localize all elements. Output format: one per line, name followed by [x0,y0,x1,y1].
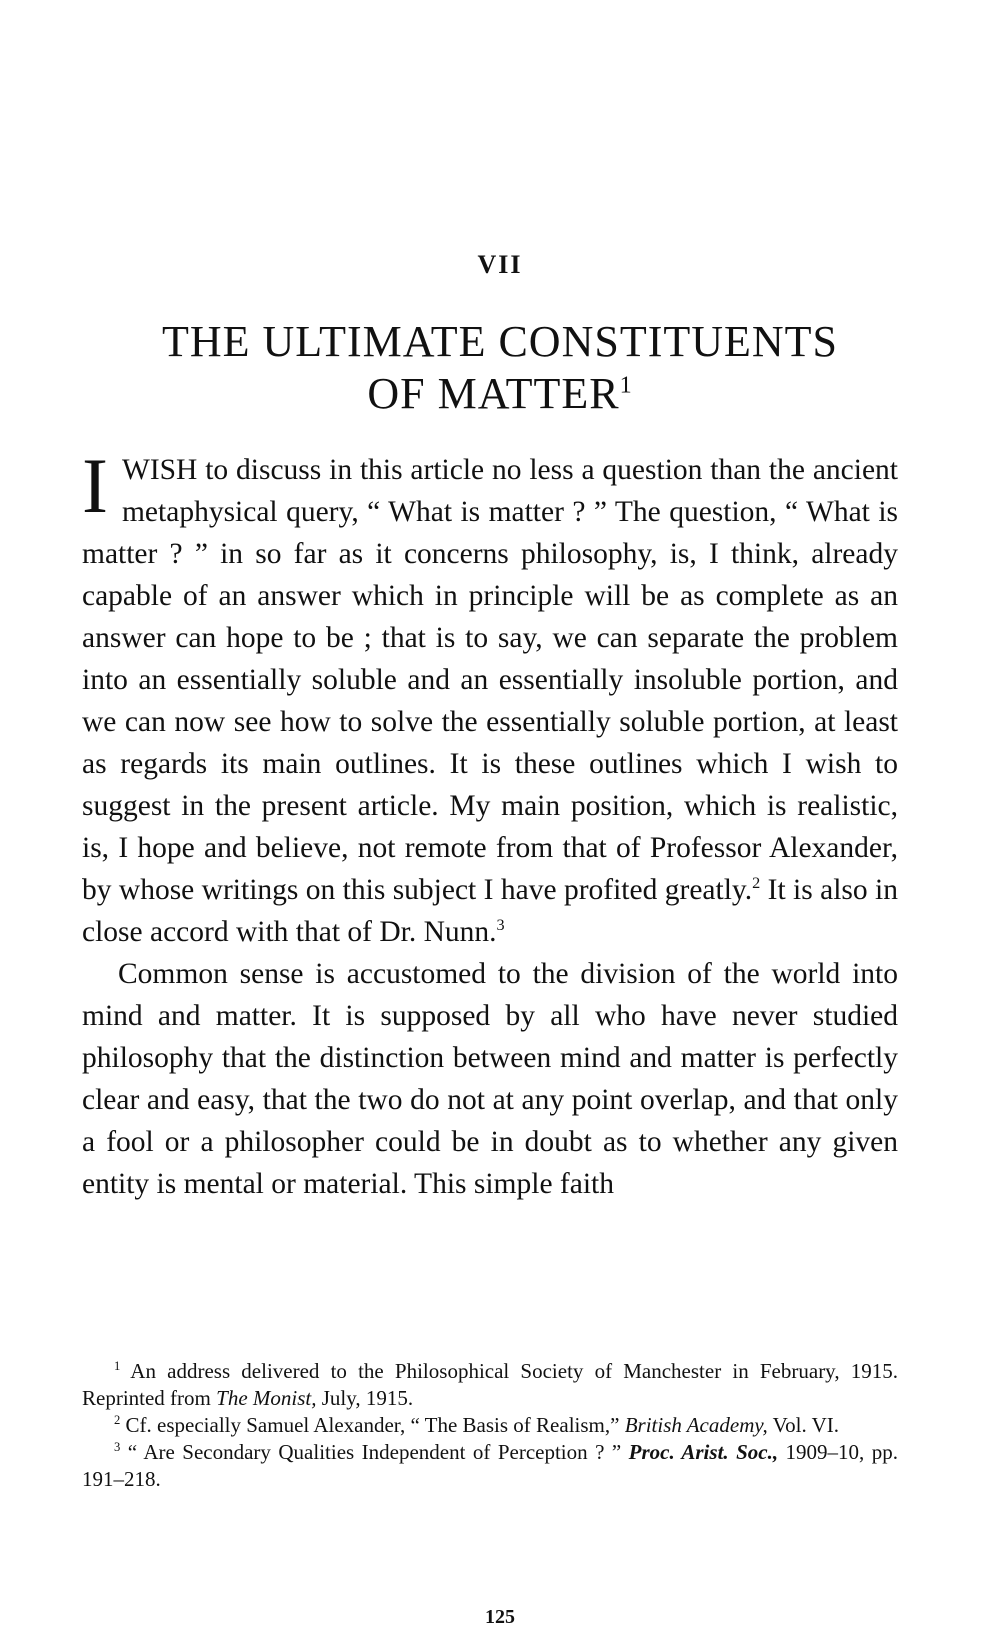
footnote-mark: 3 [114,1440,121,1454]
footnote-mark: 2 [114,1413,121,1427]
chapter-title-line-1: THE ULTIMATE CONSTITUENTS [162,317,838,366]
chapter-number: VII [477,250,523,279]
paragraph-1-text: WISH to discuss in this article no less a question than the ancient metaphysical query, “ What is matter ? ” The question, “ What is matter ? ” in so far as it concerns philosophy, is, I think, already capable of an answer which in principle will be as complete as an answer can hope to be ; that is to say, we can separate the problem into an essentially soluble and an essentially insoluble portion, and we can now see how to solve the essentially soluble portion, at least as regards its main outlines. It is these outlines which I wish to suggest in the present article. My main position, which is realistic, is, I hope and believe, not remote from that of Professor Alexander, by whose writings on this subject I have profited greatly. [82,454,898,906]
chapter-title-line-2 [0,368,1000,420]
footnote-text-end: July, 1915. [316,1386,414,1410]
drop-cap: I [82,442,108,529]
footnote-text: Cf. especially Samuel Alexander, “ The Basis of Realism,” [120,1413,625,1437]
footnotes [82,1358,898,1493]
chapter-title [0,316,1000,420]
footnote-citation-title: The Monist, [216,1386,317,1410]
footnote-mark: 1 [114,1359,121,1373]
footnote-1 [82,1358,898,1412]
body-text [82,442,898,1205]
paragraph-2: Common sense is accustomed to the division of the world into mind and matter. It is supposed by all who have never studied philosophy that the distinction between mind and matter is perfectly clear and easy, that the two do not at any point overlap, and that only a fool or a philosopher could be in doubt as to whether any given entity is mental or material. This simple faith [82,958,898,1200]
chapter-title-line-2-text: OF MATTER [367,369,620,418]
footnote-ref-1: 1 [619,371,633,399]
footnote-citation-title: British Academy, [624,1413,768,1437]
footnote-ref-2: 2 [752,874,761,893]
footnote-text-end: 1909–10, pp. 191–218. [82,1440,899,1491]
paragraph-1-tail: It is also in close accord with that of Dr. Nunn. [82,874,898,948]
footnote-text: An address delivered to the Philosophical Society of Manchester in February, 1915. Reprinted from [82,1359,898,1410]
footnote-text-end: Vol. VI. [767,1413,839,1437]
page-number: 125 [485,1606,515,1628]
footnote-citation-title: Proc. Arist. Soc., [628,1440,779,1464]
footnote-ref-3: 3 [496,916,505,935]
footnote-2 [82,1412,898,1439]
paragraph-1 [82,442,898,953]
footnote-text: “ Are Secondary Qualities Independent of Perception ? ” [120,1440,629,1464]
footnote-3 [82,1439,898,1493]
